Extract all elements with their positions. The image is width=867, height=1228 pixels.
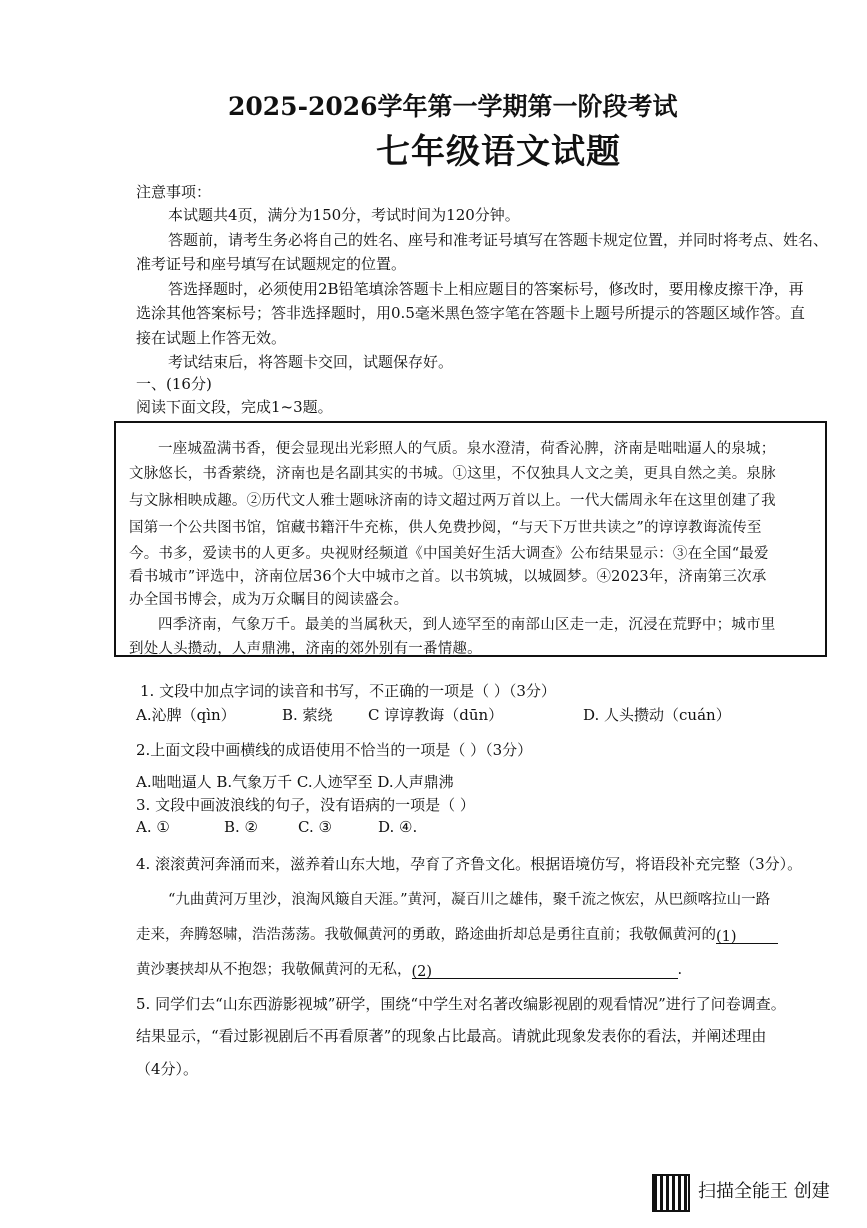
question-1-stem: 1. 文段中加点字词的读音和书写，不正确的一项是（ ）（3分）: [140, 682, 556, 700]
main-title: 七年级语文试题: [376, 132, 621, 172]
question-4-line: [136, 958, 682, 979]
question-3-option-d: D. ④.: [378, 818, 418, 836]
notice-line: 接在试题上作答无效。: [136, 329, 287, 347]
notice-line: 答选择题时，必须使用2B铅笔填涂答题卡上相应题目的答案标号，修改时，要用橡皮擦干净，再: [168, 280, 804, 298]
exam-title: 2025-2026学年第一学期第一阶段考试: [228, 92, 678, 121]
question-1-option-c: C 谆谆教诲（dūn）: [368, 706, 504, 724]
passage-line: 一座城盈满书香，便会显现出光彩照人的气质。泉水澄清，荷香沁脾，济南是咄咄逼人的泉城；: [158, 441, 776, 457]
section-heading: 一、(16分): [136, 375, 212, 393]
question-1-option-d: D. 人头攒动（cuán）: [583, 706, 731, 724]
passage-line: 看书城市”评选中，济南位居36个大中城市之首。以书筑城，以城圆梦。④2023年，济南第三次承: [129, 569, 767, 585]
question-2-options: A.咄咄逼人 B.气象万千 C.人迹罕至 D.人声鼎沸: [136, 773, 454, 791]
passage-line: 办全国书博会，成为万众瞩目的阅读盛会。: [129, 592, 409, 608]
notice-heading: 注意事项：: [136, 183, 212, 201]
blank-2-label: (2): [411, 964, 433, 980]
question-3-option-c: C. ③: [298, 818, 332, 836]
question-4-line-text: 黄沙裹挟却从不抱怨；我敬佩黄河的无私，: [136, 962, 412, 978]
passage-line: 四季济南，气象万千。最美的当属秋天，到人迹罕至的南部山区走一走，沉浸在荒野中；城市里: [158, 617, 776, 633]
passage-line: 国第一个公共图书馆，馆藏书籍汗牛充栋，供人免费抄阅，“与天下万世共读之”的谆谆教诲流传至: [129, 520, 762, 536]
question-5-line: 5. 同学们去“山东西游影视城”研学，围绕“中学生对名著改编影视剧的观看情况”进行了问卷调查。: [136, 995, 786, 1013]
question-3-option-b: B. ②: [224, 818, 259, 836]
question-4-blank-2: [412, 964, 678, 979]
question-2-stem: 2.上面文段中画横线的成语使用不恰当的一项是（ ）（3分）: [136, 741, 533, 759]
scanner-watermark: 扫描全能王 创建: [698, 1181, 830, 1202]
passage-line: 文脉悠长，书香萦绕，济南也是名副其实的书城。①这里，不仅独具人文之美，更具自然之美。泉脉: [129, 466, 776, 482]
passage-line: 与文脉相映成趣。②历代文人雅士题咏济南的诗文超过两万首以上。一代大儒周永年在这里创建了我: [129, 493, 776, 509]
notice-line: 本试题共4页，满分为150分，考试时间为120分钟。: [168, 206, 520, 224]
section-instruction: 阅读下面文段，完成1~3题。: [136, 398, 333, 416]
question-3-stem: 3. 文段中画波浪线的句子，没有语病的一项是（ ）: [136, 796, 475, 814]
passage-line: 到处人头攒动，人声鼎沸，济南的郊外别有一番情趣。: [129, 641, 482, 657]
notice-line: 准考证号和座号填写在试题规定的位置。: [136, 255, 407, 273]
question-4-stem: 4. 滚滚黄河奔涌而来，滋养着山东大地，孕育了齐鲁文化。根据语境仿写，将语段补充完整（3分）。: [136, 855, 803, 873]
question-4-end: .: [677, 962, 683, 978]
notice-line: 答题前，请考生务必将自己的姓名、座号和准考证号填写在答题卡规定位置，并同时将考点、姓名、: [168, 231, 829, 249]
qr-code-icon: [652, 1174, 690, 1212]
notice-line: 选涂其他答案标号；答非选择题时，用0.5毫米黑色签字笔在答题卡上题号所提示的答题区域作答。直: [136, 304, 805, 322]
question-1-option-b: B. 萦绕: [282, 706, 333, 724]
blank-1-label: (1): [716, 929, 737, 945]
question-1-option-a: A.沁脾（qìn）: [136, 706, 236, 724]
question-4-line-text: 走来，奔腾怒啸，浩浩荡荡。我敬佩黄河的勇敢，路途曲折却总是勇往直前；我敬佩黄河的: [136, 927, 716, 943]
question-3-option-a: A. ①: [136, 818, 170, 836]
question-4-blank-1: [716, 929, 778, 944]
question-4-line: [136, 923, 778, 944]
question-5-line: 结果显示，“看过影视剧后不再看原著”的现象占比最高。请就此现象发表你的看法，并阐述理由: [136, 1027, 767, 1045]
passage-line: 今。书多，爱读书的人更多。央视财经频道《中国美好生活大调查》公布结果显示：③在全国“最爱: [129, 546, 769, 562]
question-4-line: “九曲黄河万里沙，浪淘风簸自天涯。”黄河，凝百川之雄伟，聚千流之恢宏，从巴颜喀拉山一路: [168, 892, 771, 908]
notice-line: 考试结束后，将答题卡交回，试题保存好。: [168, 353, 454, 371]
question-5-line: （4分）。: [136, 1060, 199, 1078]
